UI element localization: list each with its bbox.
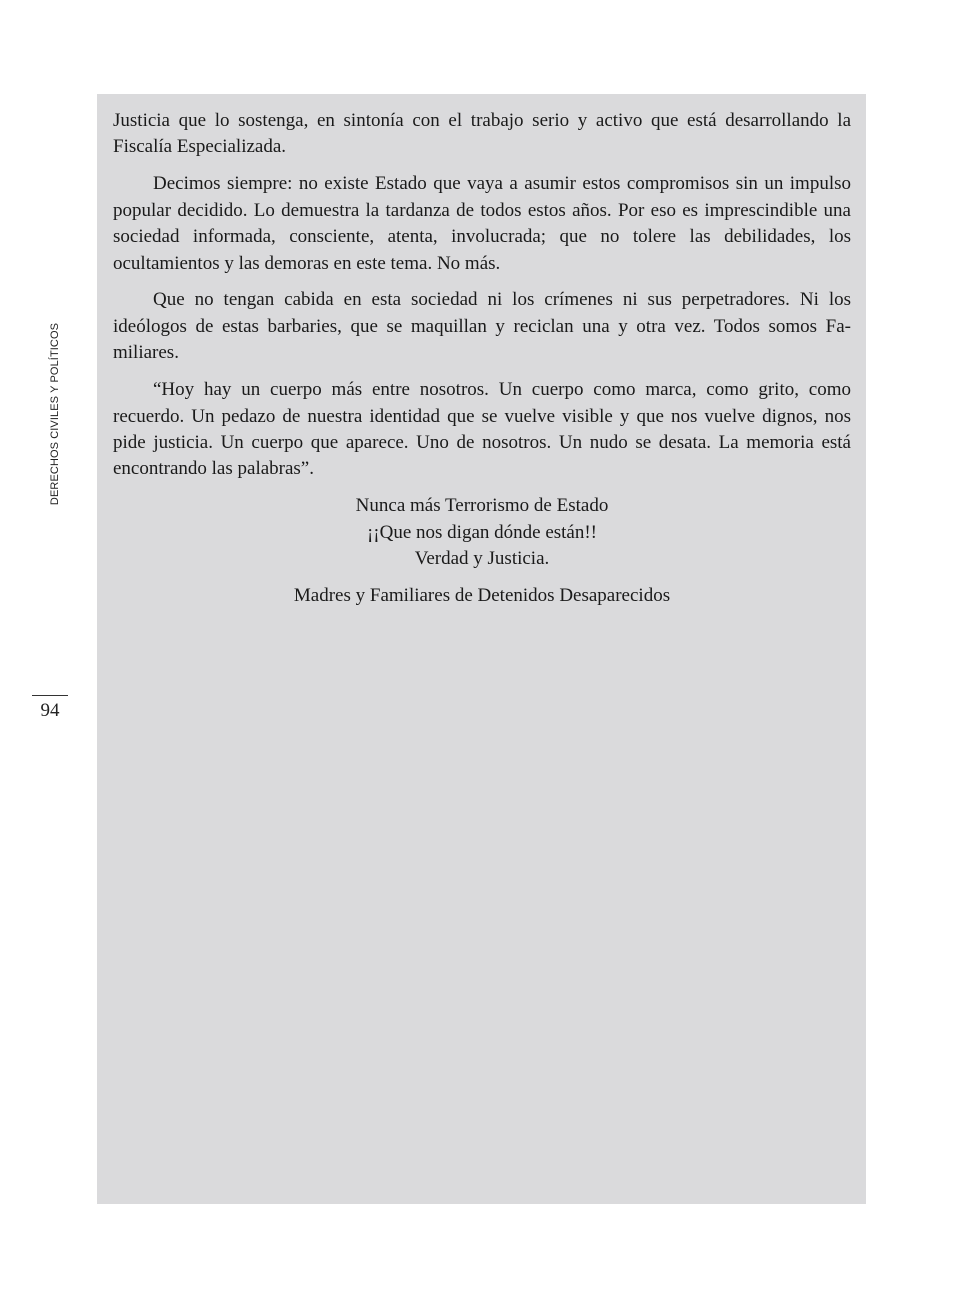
running-header-text: DERECHOS CIVILES Y POLÍTICOS: [49, 322, 61, 506]
closing-line-3: Verdad y Justicia.: [414, 548, 550, 570]
closing-lines: [113, 493, 851, 572]
text-box: [97, 94, 866, 1204]
closing-line-2: ¡¡Que nos digan dónde están!!: [366, 521, 598, 543]
running-header: [47, 316, 63, 512]
signature: Madres y Familiares de Detenidos Desaparecidos: [293, 585, 671, 606]
closing-line-1: Nunca más Terrorismo de Estado: [355, 495, 609, 517]
page-number-rule: [32, 695, 68, 696]
paragraph-3: Que no tengan cabida en esta sociedad ni los crímenes ni sus perpetradores. Ni los ideólogos de estas barbaries, que se maquillan y reciclan una y otra vez. Todos somos Familiares.: [113, 289, 851, 364]
paragraph-2: Decimos siempre: no existe Estado que vaya a asumir estos compromisos sin un impulso popular decidido. Lo demuestra la tardanza de todos estos años. Por eso es imprescindible una sociedad informada, consciente, atenta, involucrada; que no tolere las debilidades, los ocultamientos y las demoras en este tema. No más.: [113, 173, 851, 274]
paragraph-4: “Hoy hay un cuerpo más entre nosotros. Un cuerpo como marca, como grito, como recuerdo. Un pedazo de nuestra identidad que se vuelve visible y que nos vuelve dignos, nos pide justicia. Un cuerpo que aparece. Uno de nosotros. Un nudo se desata. La memoria está encontrando las palabras”.: [113, 379, 851, 480]
page-number: 94: [40, 700, 60, 721]
paragraph-1: Justicia que lo sostenga, en sintonía con el trabajo serio y activo que está desarrollando la Fiscalía Especializada.: [113, 110, 851, 158]
body-text: [113, 108, 851, 609]
